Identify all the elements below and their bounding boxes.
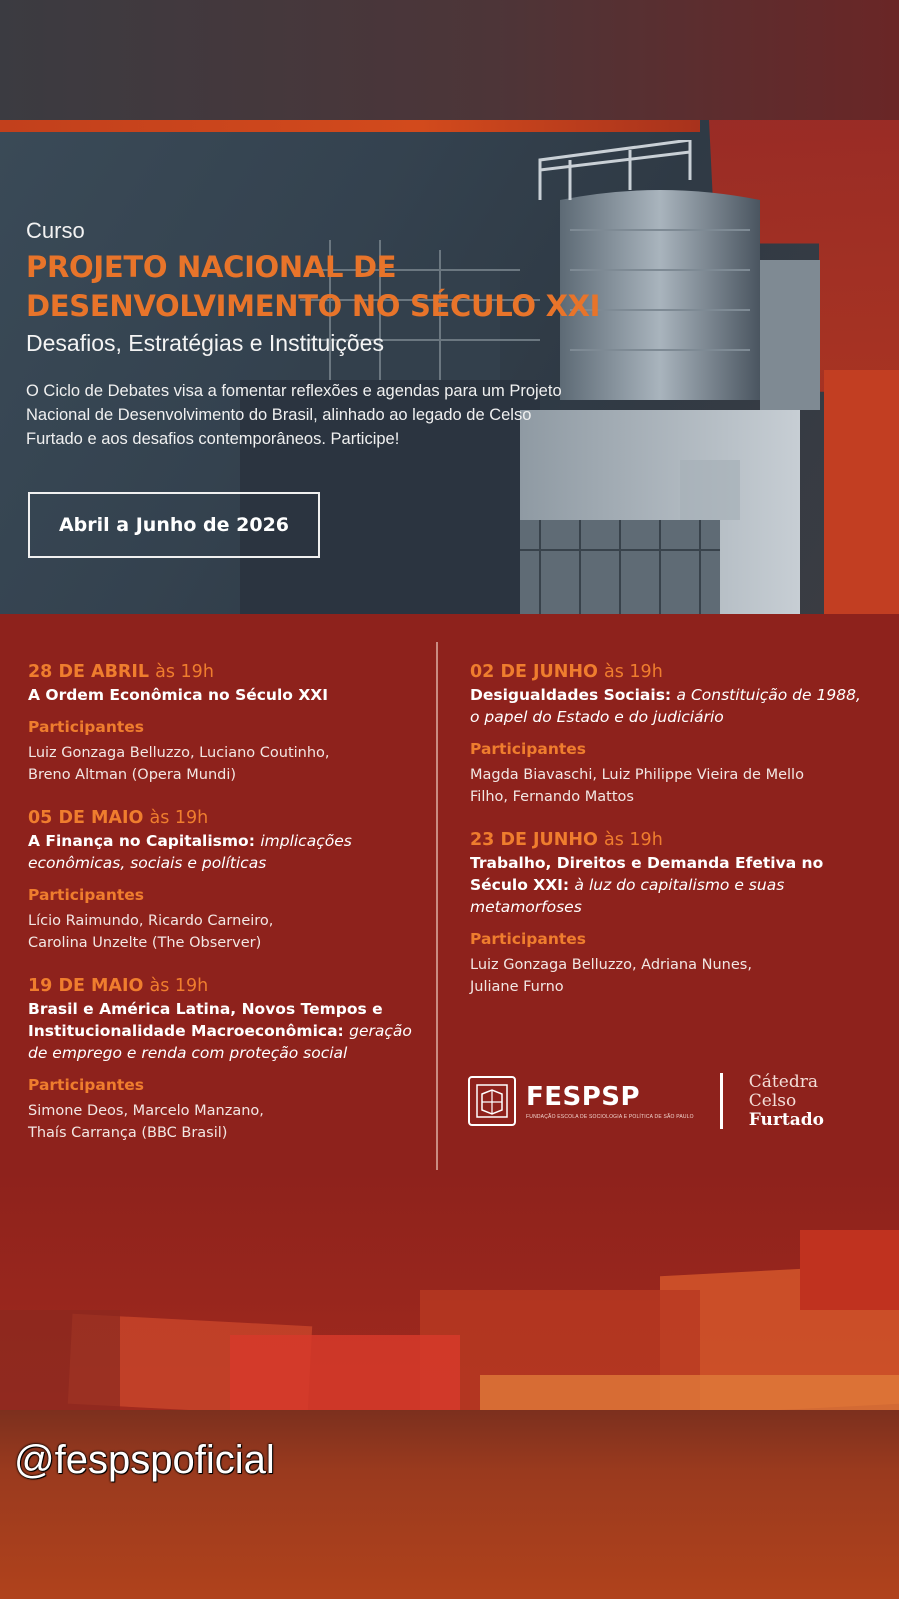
session-item (28, 974, 428, 1144)
decor-shape (230, 1335, 460, 1410)
session-item (28, 660, 428, 786)
fespsp-seal-icon (468, 1076, 516, 1126)
event-title-line2: DESENVOLVIMENTO NO SÉCULO XXI (26, 289, 601, 323)
session-title: Brasil e América Latina, Novos Tempos e Institucionalidade Macroeconômica: geração de emprego e renda com proteção social (28, 1000, 412, 1062)
event-intro-line3: Furtado e aos desafios contemporâneos. Participe! (26, 430, 400, 448)
session-date: 05 DE MAIO às 19h (28, 808, 209, 828)
hero-text-block (26, 218, 726, 451)
event-subtitle: Desafios, Estratégias e Instituições (26, 330, 384, 356)
partner-logos (468, 1068, 868, 1134)
instagram-handle: @fespspoficial (14, 1438, 275, 1482)
participants-label: Participantes (470, 740, 587, 758)
column-divider (436, 642, 438, 1198)
session-participants: Luiz Gonzaga Belluzzo, Adriana Nunes, Juliane Furno (470, 957, 752, 995)
top-blur-bar (0, 0, 899, 120)
catedra-celso-furtado-logo: Cátedra Celso Furtado (748, 1071, 824, 1130)
session-participants: Luiz Gonzaga Belluzzo, Luciano Coutinho, Breno Altman (Opera Mundi) (28, 745, 330, 783)
participants-label: Participantes (28, 886, 145, 904)
sessions-right-column (470, 660, 870, 1018)
session-item (470, 660, 870, 808)
event-intro-line2: Nacional de Desenvolvimento do Brasil, alinhado ao legado de Celso (26, 406, 532, 424)
event-kicker: Curso (26, 218, 85, 243)
session-title: Desigualdades Sociais: a Constituição de 1988, o papel do Estado e do judiciário (470, 686, 861, 726)
event-period-box: Abril a Junho de 2026 (28, 492, 320, 558)
session-date: 23 DE JUNHO às 19h (470, 830, 663, 850)
event-intro-line1: O Ciclo de Debates visa a fomentar reflexões e agendas para um Projeto (26, 382, 562, 400)
session-date: 02 DE JUNHO às 19h (470, 662, 663, 682)
event-title (26, 248, 726, 326)
fespsp-name: FESPSP (526, 1082, 641, 1112)
session-date: 28 DE ABRIL às 19h (28, 662, 214, 682)
session-item (28, 806, 428, 954)
fespsp-wordmark (526, 1082, 694, 1120)
sessions-left-column (28, 660, 428, 1164)
event-poster (0, 120, 899, 1410)
logo-divider (720, 1073, 723, 1129)
session-item (470, 828, 870, 998)
participants-label: Participantes (28, 1076, 145, 1094)
decor-shape (800, 1230, 899, 1310)
session-title: Trabalho, Direitos e Demanda Efetiva no Século XXI: à luz do capitalismo e suas metamorfoses (470, 854, 824, 916)
hero-banner (0, 120, 899, 614)
session-participants: Lício Raimundo, Ricardo Carneiro, Carolina Unzelte (The Observer) (28, 913, 274, 951)
event-intro (26, 379, 666, 451)
session-participants: Magda Biavaschi, Luiz Philippe Vieira de Mello Filho, Fernando Mattos (470, 767, 804, 805)
session-title: A Finança no Capitalismo: implicações econômicas, sociais e políticas (28, 832, 352, 872)
event-title-line1: PROJETO NACIONAL DE (26, 250, 397, 284)
top-accent-stripe (0, 120, 700, 132)
participants-label: Participantes (470, 930, 587, 948)
session-date: 19 DE MAIO às 19h (28, 976, 209, 996)
session-participants: Simone Deos, Marcelo Manzano, Thaís Carrança (BBC Brasil) (28, 1103, 264, 1141)
fespsp-subtitle: FUNDAÇÃO ESCOLA DE SOCIOLOGIA E POLÍTICA DE SÃO PAULO (526, 1114, 694, 1120)
participants-label: Participantes (28, 718, 145, 736)
decor-shape (480, 1375, 899, 1410)
session-title: A Ordem Econômica no Século XXI (28, 686, 328, 704)
decor-shape (0, 1310, 120, 1410)
